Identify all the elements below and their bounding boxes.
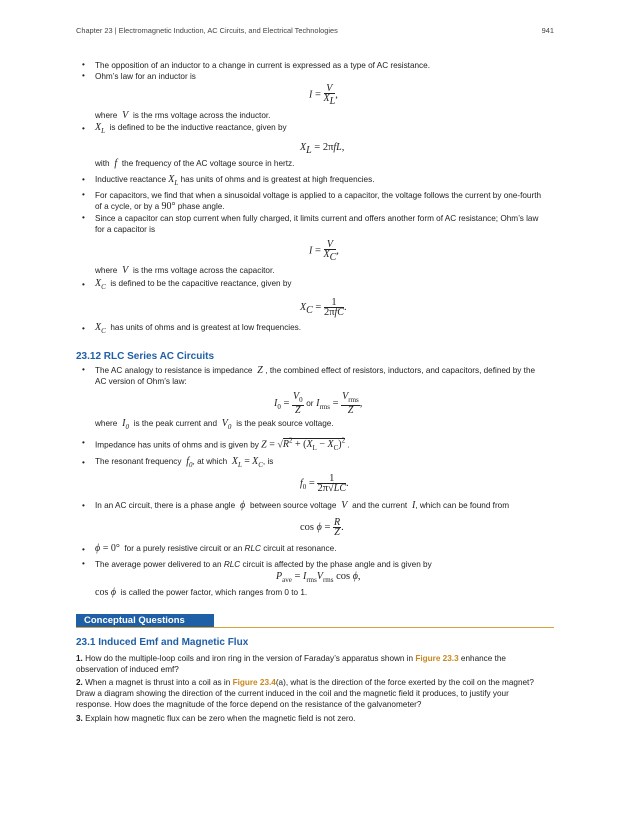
where-capacitor: where V is the rms voltage across the capacitor. — [95, 265, 275, 276]
bullet: • — [82, 458, 85, 467]
equation-xl: $X_L = 2\pi fL$, — [300, 142, 345, 157]
bullet: • — [82, 124, 85, 133]
equation-resonance: $f_0$ = $\frac{1}{2\pi√LC}$ . — [300, 473, 349, 494]
conceptual-questions-banner: Conceptual Questions — [76, 614, 214, 627]
equation-xc: $X_C$ = $\frac{1}{\text{2πfC}}$ . — [300, 297, 347, 318]
impedance-intro: The AC analogy to resistance is impedance Z , the combined effect of resistors, inductors, and capacitors, defined by the AC version of Ohm’s law: — [95, 365, 536, 386]
equation-ohms-ac: $I_0$ = $\frac{V_0}{Z}$ or $I_{rms}$ = $\frac{V_{rms}}{Z}$ , — [274, 391, 363, 417]
bullet: • — [82, 60, 85, 69]
bullet: • — [82, 365, 85, 374]
where-inductor: where V is the rms voltage across the inductor. — [95, 110, 271, 121]
chapter-title: Chapter 23 | Electromagnetic Induction, AC Circuits, and Electrical Technologies — [76, 26, 338, 35]
summary-b2: Ohm’s law for an inductor is — [95, 72, 196, 81]
average-power: The average power delivered to an RLC circuit is affected by the phase angle and is given by — [95, 560, 432, 569]
power-factor: cos ϕ is called the power factor, which ranges from 0 to 1. — [95, 587, 308, 598]
xc-definition: $X_C$ is defined to be the capacitive reactance, given by — [95, 278, 292, 291]
summary-b1: The opposition of an inductor to a change in current is expressed as a type of AC resistance. — [95, 61, 430, 70]
resonant-frequency: The resonant frequency $f_0$, at which $X_L = X_C$, is — [95, 456, 274, 469]
equation-ohms-capacitor: I = $\frac{V}{X_C}$ , — [309, 239, 339, 264]
bullet: • — [82, 280, 85, 289]
capacitor-phase: For capacitors, we find that when a sinusoidal voltage is applied to a capacitor, the voltage follows the current by one-fourth of a cycle, or by a 90° phase angle. — [95, 191, 542, 212]
banner-rule — [76, 627, 554, 628]
bullet: • — [82, 545, 85, 554]
capacitor-stop: Since a capacitor can stop current when fully charged, it limits current and offers another form of AC resistance; Ohm’s law for a capacitor is — [95, 214, 539, 234]
impedance-formula: Impedance has units of ohms and is given by $Z = √R^2 + (X_L - X_C)^2$ . — [95, 437, 350, 453]
xl-definition: $X_L$ is defined to be the inductive reactance, given by — [95, 122, 287, 135]
question-2: 2. When a magnet is thrust into a coil as in Figure 23.4(a), what is the direction of the force exerted by the coil on the magnet? Draw a diagram showing the direction of the current induced in the coil and the magnetic field it produces, to justify your response. How does the magnitude of the force depend on the resistance of the galvanometer? — [76, 678, 534, 709]
equation-cos-phi: cos ϕ = $\frac{R}{Z}$ . — [300, 517, 344, 538]
phase-angle: In an AC circuit, there is a phase angle ϕ between source voltage V and the current I, which can be found from — [95, 500, 510, 511]
with-frequency: with f the frequency of the AC voltage source in hertz. — [95, 158, 295, 169]
question-3: 3. Explain how magnetic flux can be zero when the magnetic field is not zero. — [76, 714, 356, 723]
bullet: • — [82, 501, 85, 510]
phi-zero: ϕ = 0° for a purely resistive circuit or an RLC circuit at resonance. — [95, 543, 337, 554]
bullet: • — [82, 213, 85, 222]
bullet: • — [82, 71, 85, 80]
bullet: • — [82, 175, 85, 184]
bullet: • — [82, 438, 85, 447]
xc-units: $X_C$ has units of ohms and is greatest at low frequencies. — [95, 322, 302, 335]
section-title-rlc: 23.12 RLC Series AC Circuits — [76, 351, 215, 362]
section-title-induced-emf: 23.1 Induced Emf and Magnetic Flux — [76, 637, 249, 648]
figure-23-3-link[interactable]: Figure 23.3 — [415, 654, 459, 663]
running-header — [76, 26, 554, 35]
equation-power: $P_{ave} = I_{rms}V_{rms}$ cos ϕ, — [276, 571, 361, 585]
page-number: 941 — [541, 26, 554, 35]
bullet: • — [82, 190, 85, 199]
equation-ohms-inductor: I = $\frac{V}{X_L}$ , — [309, 83, 338, 108]
bullet: • — [82, 559, 85, 568]
where-peak: where $I_0$ is the peak current and $V_0$ is the peak source voltage. — [95, 418, 334, 431]
question-1: 1. How do the multiple-loop coils and iron ring in the version of Faraday’s apparatus shown in Figure 23.3 enhance the observation of induced emf? — [76, 654, 506, 674]
xl-units: Inductive reactance $X_L$ has units of ohms and is greatest at high frequencies. — [95, 174, 375, 187]
bullet: • — [82, 324, 85, 333]
figure-23-4-link[interactable]: Figure 23.4 — [232, 678, 276, 687]
